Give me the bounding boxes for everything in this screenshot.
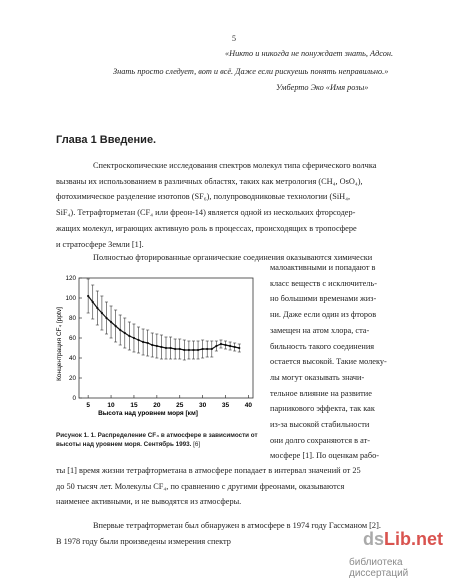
data-point bbox=[215, 345, 217, 347]
data-point bbox=[169, 347, 171, 349]
figure-caption-line-1: Рисунок 1. 1. Распределение CF₄ в атмосфере в зависимости от bbox=[56, 432, 258, 439]
data-point bbox=[105, 317, 107, 319]
data-point bbox=[165, 347, 167, 349]
epigraph-line-1: «Никто и никогда не понуждает знать, Адсон. bbox=[225, 49, 394, 58]
data-point bbox=[174, 348, 176, 350]
data-point bbox=[115, 325, 117, 327]
paragraph-1-line: фотохимическое разделение изотопов (SF₆), полупроводниковые технологии (SiH₄, bbox=[56, 192, 351, 202]
data-point bbox=[206, 348, 208, 350]
x-tick-label: 5 bbox=[86, 402, 90, 409]
paragraph-1-line: Спектроскопические исследования спектров молекул типа сферического волчка bbox=[93, 161, 377, 170]
y-tick-label: 0 bbox=[72, 395, 76, 402]
paragraph-1-line: SiF₄). Тетрафторметан (CF₄ или фреон-14) является одной из нескольких фторсодер- bbox=[56, 208, 356, 218]
watermark bbox=[349, 529, 445, 579]
y-tick-label: 60 bbox=[68, 335, 76, 342]
data-point bbox=[229, 345, 231, 347]
paragraph-2-column bbox=[270, 260, 408, 464]
paragraph-2-line: класс веществ с исключитель- bbox=[270, 278, 377, 288]
y-tick-label: 100 bbox=[65, 295, 76, 302]
data-point bbox=[156, 345, 158, 347]
x-tick-label: 15 bbox=[130, 402, 138, 409]
paragraph-3-line: Впервые тетрафторметан был обнаружен в атмосфере в 1974 году Гассманом [2]. bbox=[93, 521, 381, 530]
watermark-subtitle: библиотека диссертаций bbox=[349, 557, 409, 579]
cf4-altitude-chart bbox=[51, 270, 263, 425]
paragraph-1-line: и стратосфере Земли [1]. bbox=[56, 239, 144, 249]
data-point bbox=[183, 349, 185, 351]
figure-caption-ref: [6] bbox=[193, 441, 201, 448]
data-point bbox=[188, 349, 190, 351]
data-point bbox=[147, 342, 149, 344]
watermark-logo-lib: Lib.net bbox=[384, 529, 444, 549]
x-tick-label: 10 bbox=[107, 402, 115, 409]
paragraph-2-line: из-за высокой стабильности bbox=[270, 420, 370, 430]
paragraph-2-first-line: Полностью фторированные органические соединения оказываются химически bbox=[93, 253, 373, 262]
data-point bbox=[133, 337, 135, 339]
data-point bbox=[211, 348, 213, 350]
paragraph-2-line: они долго сохраняются в ат- bbox=[270, 435, 371, 445]
y-tick-label: 40 bbox=[68, 355, 76, 362]
x-tick-label: 20 bbox=[153, 402, 161, 409]
data-point bbox=[151, 344, 153, 346]
paragraph-2-line: малоактивными и попадают в bbox=[270, 263, 376, 272]
x-tick-label: 30 bbox=[199, 402, 207, 409]
paragraph-2-line: ни. Даже если один из фторов bbox=[270, 310, 377, 320]
chart-tick-labels bbox=[65, 275, 252, 409]
data-point bbox=[220, 343, 222, 345]
paragraph-2-line: лы могут оказывать значи- bbox=[270, 372, 365, 382]
paragraph-2-continued bbox=[56, 463, 408, 510]
x-tick-label: 40 bbox=[244, 402, 253, 409]
watermark-logo-ds: ds bbox=[363, 529, 385, 549]
figure-caption bbox=[56, 431, 270, 449]
data-point bbox=[128, 335, 130, 337]
paragraph-2-line: наименее активными, и не выводятся из атмосферы. bbox=[56, 497, 242, 507]
x-tick-label: 25 bbox=[176, 402, 184, 409]
data-point bbox=[124, 332, 126, 334]
page-number: 5 bbox=[232, 34, 236, 43]
paragraph-2-line: ты [1] время жизни тетрафторметана в атмосфере попадает в интервал значений от 25 bbox=[56, 466, 361, 475]
data-point bbox=[197, 349, 199, 351]
epigraph-line-2: Знать просто следует, вот и всё. Даже если рискуешь понять неправильно.» bbox=[113, 67, 389, 76]
y-tick-label: 120 bbox=[65, 275, 76, 282]
data-point bbox=[96, 307, 98, 309]
data-point bbox=[137, 339, 139, 341]
y-tick-label: 80 bbox=[68, 315, 76, 322]
data-point bbox=[110, 321, 112, 323]
paragraph-2-line: парникового эффекта, так как bbox=[270, 404, 375, 414]
paragraph-2-line: остается высокой. Такие молеку- bbox=[270, 357, 387, 367]
data-point bbox=[179, 348, 181, 350]
paragraph-1 bbox=[56, 158, 408, 252]
data-point bbox=[101, 312, 103, 314]
paragraph-3-line: В 1978 году были произведены измерения спектр bbox=[56, 536, 231, 546]
paragraph-1-line: жащих молекул, играющих активную роль в процессах, происходящих в тропосфере bbox=[56, 223, 357, 233]
data-point bbox=[192, 349, 194, 351]
figure-caption-line-2: высоты над уровнем моря. Сентябрь 1993. bbox=[56, 441, 192, 448]
paragraph-2-line: мосфере [1]. По оценкам рабо- bbox=[270, 451, 379, 461]
y-tick-label: 20 bbox=[68, 375, 76, 382]
data-point bbox=[142, 341, 144, 343]
epigraph-attribution: Умберто Эко «Имя розы» bbox=[276, 83, 369, 92]
paragraph-2-line: тельное влияние на развитие bbox=[270, 388, 372, 398]
x-tick-label: 35 bbox=[221, 402, 230, 409]
chart-y-axis-label: Концентрация CF₄ [pptv] bbox=[56, 307, 63, 381]
chapter-title: Глава 1 Введение. bbox=[56, 134, 157, 146]
paragraph-2-line: но большими временами жиз- bbox=[270, 294, 377, 304]
data-point bbox=[234, 346, 236, 348]
chart-series bbox=[87, 295, 240, 351]
watermark-logo bbox=[363, 529, 443, 550]
data-point bbox=[160, 346, 162, 348]
data-point bbox=[92, 301, 94, 303]
paragraph-2-line: замещен на атом хлора, ста- bbox=[270, 325, 370, 335]
data-point bbox=[224, 344, 226, 346]
data-point bbox=[119, 329, 121, 331]
data-point bbox=[238, 347, 240, 349]
paragraph-2-line: до 50 тысяч лет. Молекулы CF₄, по сравнению с другими фреонами, оказываются bbox=[56, 481, 345, 491]
data-point bbox=[87, 295, 89, 297]
paragraph-1-line: вызваны их использованием в различных областях, таких как метрология (CH₄, OsO₄), bbox=[56, 176, 363, 186]
chart-x-axis-label: Высота над уровнем моря [км] bbox=[98, 410, 198, 417]
paragraph-2-line: бильность такого соединения bbox=[270, 341, 375, 351]
data-point bbox=[202, 348, 204, 350]
